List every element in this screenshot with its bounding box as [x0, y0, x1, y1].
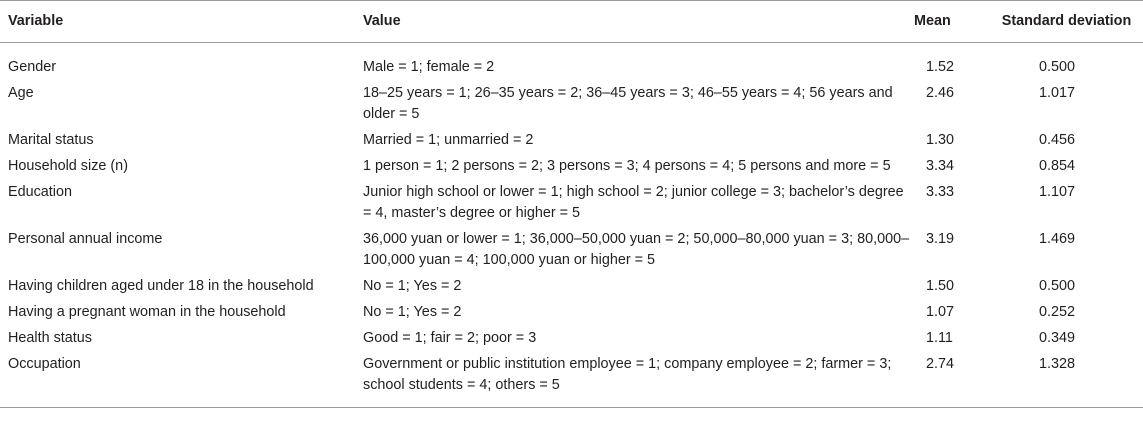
cell-value: Male = 1; female = 2: [363, 59, 495, 75]
cell-mean: 3.33: [926, 184, 955, 200]
table-row: [0, 156, 1143, 182]
cell-value: 36,000 yuan or lower = 1; 36,000–50,000 yuan = 2; 50,000–80,000 yuan = 3; 80,000–100,000 yuan = 4; 100,000 yuan or higher = 5: [363, 231, 910, 268]
cell-value: No = 1; Yes = 2: [363, 304, 462, 320]
header-standard-deviation: Standard deviation: [990, 1, 1143, 43]
cell-variable: Gender: [8, 59, 56, 75]
cell-value: Junior high school or lower = 1; high school = 2; junior college = 3; bachelor’s degree = 4, master’s degree or higher = 5: [363, 184, 904, 221]
table-row: [0, 276, 1143, 302]
header-mean: Mean: [913, 1, 990, 43]
cell-sd: 0.854: [1039, 158, 1076, 174]
cell-mean: 3.19: [926, 231, 955, 247]
table-row: [0, 354, 1143, 408]
cell-mean: 1.30: [926, 132, 955, 148]
header-value: Value: [355, 1, 913, 43]
table-row: [0, 83, 1143, 130]
cell-mean: 1.50: [926, 278, 955, 294]
cell-value: Married = 1; unmarried = 2: [363, 132, 534, 148]
cell-mean: 1.52: [926, 59, 955, 75]
table-row: [0, 130, 1143, 156]
table-body: [0, 43, 1143, 408]
table-row: [0, 229, 1143, 276]
cell-sd: 1.107: [1039, 184, 1076, 200]
cell-variable: Household size (n): [8, 158, 128, 174]
cell-sd: 0.456: [1039, 132, 1076, 148]
cell-mean: 3.34: [926, 158, 955, 174]
cell-variable: Having a pregnant woman in the household: [8, 304, 286, 320]
cell-variable: Having children aged under 18 in the household: [8, 278, 314, 294]
cell-value: No = 1; Yes = 2: [363, 278, 462, 294]
table-row: [0, 302, 1143, 328]
cell-mean: 2.46: [926, 85, 955, 101]
header-variable: Variable: [0, 1, 355, 43]
cell-variable: Marital status: [8, 132, 94, 148]
cell-sd: 0.500: [1039, 278, 1076, 294]
cell-variable: Education: [8, 184, 73, 200]
table-row: [0, 43, 1143, 84]
cell-value: 18–25 years = 1; 26–35 years = 2; 36–45 years = 3; 46–55 years = 4; 56 years and older = 5: [363, 85, 893, 122]
cell-value: 1 person = 1; 2 persons = 2; 3 persons = 3; 4 persons = 4; 5 persons and more = 5: [363, 158, 891, 174]
cell-sd: 0.252: [1039, 304, 1076, 320]
cell-mean: 1.07: [926, 304, 955, 320]
table-row: [0, 182, 1143, 229]
cell-sd: 1.469: [1039, 231, 1076, 247]
cell-variable: Personal annual income: [8, 231, 163, 247]
cell-variable: Health status: [8, 330, 92, 346]
table-row: [0, 328, 1143, 354]
cell-sd: 0.349: [1039, 330, 1076, 346]
cell-variable: Occupation: [0, 354, 355, 408]
cell-variable: Age: [8, 85, 34, 101]
cell-sd: 1.328: [990, 354, 1143, 408]
cell-mean: 2.74: [913, 354, 990, 408]
cell-mean: 1.11: [926, 330, 953, 346]
cell-sd: 1.017: [1039, 85, 1076, 101]
cell-sd: 0.500: [1039, 59, 1076, 75]
table-header: [0, 1, 1143, 43]
cell-value: Government or public institution employee = 1; company employee = 2; farmer = 3; school students = 4; others = 5: [355, 354, 913, 408]
cell-value: Good = 1; fair = 2; poor = 3: [363, 330, 537, 346]
header-row: [0, 1, 1143, 43]
